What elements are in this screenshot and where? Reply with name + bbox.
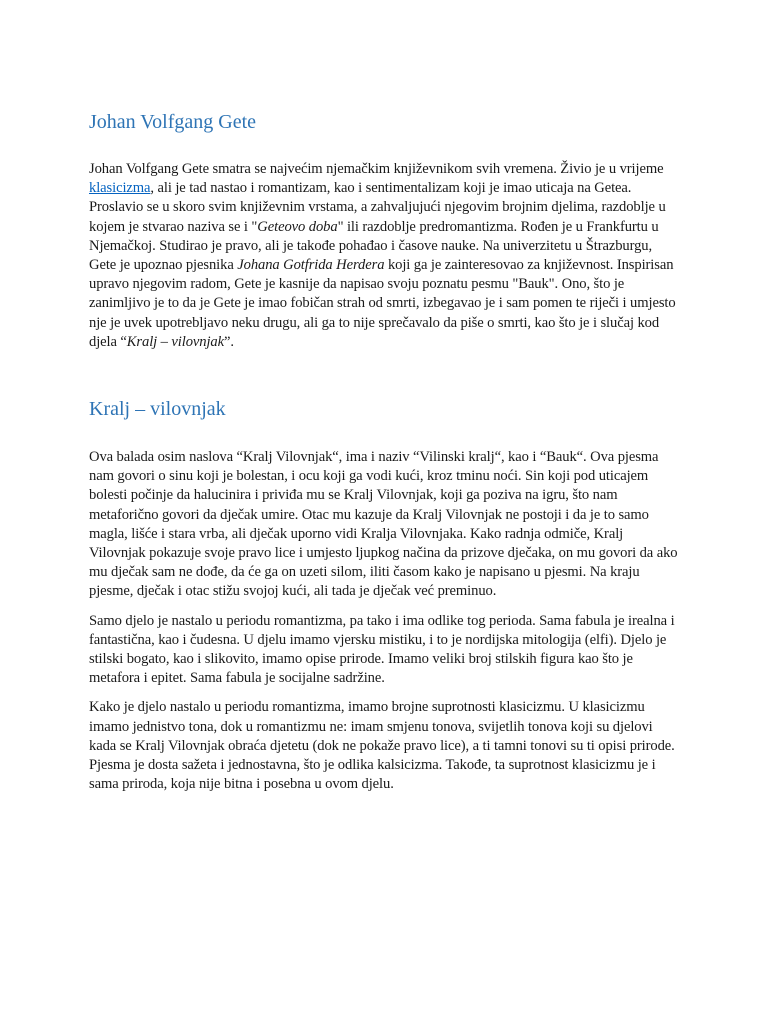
- intro-emphasis-2: Johana Gotfrida Herdera: [237, 257, 385, 274]
- intro-text-2: , ali je tad nastao i romantizam, kao i sentimentalizam koji je imao uticaja na Getea. Proslavio se u skoro svim književnim vrstama, a zahvaljujući njegovim brojnim djelima, razdoblje u kojem je stvarao naziva se i ": [89, 180, 666, 235]
- intro-text-1: Johan Volfgang Gete smatra se najvećim njemačkim književnikom svih vremena. Živio je u vrijeme: [89, 161, 664, 177]
- period-paragraph: Samo djelo je nastalo u periodu romantizma, pa tako i ima odlike tog perioda. Sama fabula je irealna i fantastična, kao i čudesna. U djelu imamo vjersku mistiku, i to je nordijska mitologija (elfi). Djelo je stilski bogato, kao i slikovito, imamo opise prirode. Imamo veliki broj stilskih figura kao što je metafora i epitet. Sama fabula je socijalne sadržine.: [89, 612, 675, 687]
- article-title: Johan Volfgang Gete: [89, 111, 257, 133]
- summary-paragraph: Ova balada osim naslova “Kralj Vilovnjak“, ima i naziv “Vilinski kralj“, kao i “Bauk“. Ova pjesma nam govori o sinu koji je bolestan, i ocu koji ga vodi kući, kroz tminu noći. Sin koji pod uticajem bolesti počinje da halucinira i priviđa mu se Kralj Vilovnjak, koji ga poziva na igru, što nam metaforično govori da dječak umire. Otac mu kazuje da Kralj Vilovnjak ne postoji i da je to samo magla, lišće i stara vrba, ali dječak uporno vidi Kralja Vilovnjaka. Kako radnja odmiče, Kralj Vilovnjak pokazuje svoje pravo lice i umjesto ljupkog načina da prizove dječaka, on mu govori da ako mu dječak sam ne dođe, da će ga on uzeti silom, iliti časom kako je napisano u pjesmi. Na kraju pjesme, dječak i otac stižu svojoj kući, ali tada je dječak već preminuo.: [89, 449, 678, 600]
- intro-emphasis-3: Kralj – vilovnjak: [126, 333, 224, 350]
- intro-text-5: ”.: [224, 333, 234, 350]
- klasicizam-link[interactable]: klasicizma: [89, 180, 151, 197]
- intro-emphasis-1: Geteovo doba: [257, 218, 338, 235]
- intro-paragraph: [89, 160, 679, 352]
- document-page: [89, 108, 679, 804]
- intro-text-4: koji ga je zainteresovao za književnost. Inspirisan upravo njegovim radom, Gete je kasnije da napisao svoju poznatu pesmu "Bauk". Ono, što je zanimljivo je to da je Gete je imao fobičan strah od smrti, izbegavao je i sam pomen te riječi i umjesto nje je uvek upotrebljavo neku drugu, ali ga to nije sprečavalo da piše o smrti, kao što je i slučaj kod djela “: [89, 257, 676, 350]
- section-title: Kralj – vilovnjak: [89, 398, 226, 421]
- intro-text-3: " ili razdoblje predromantizma. Rođen je u Frankfurtu u Njemačkoj. Studirao je pravo, ali je takođe pohađao i časove nauke. Na univerzitetu u Štrazburgu, Gete je upoznao pjesnika: [89, 218, 659, 274]
- contrast-paragraph: Kako je djelo nastalo u periodu romantizma, imamo brojne suprotnosti klasicizmu. U klasicizmu imamo jednistvo tona, dok u romantizmu ne: imam smjenu tonova, svijetlih tonova koji su djelovi kada se Kralj Vilovnjak obraća djetetu (dok ne pokaže pravo lice), a ti tamni tonovi su ti opisi prirode. Pjesma je dosta sažeta i jednostavna, što je odlika kalsicizma. Takođe, ta suprotnost klasicizmu je i sama priroda, koja nije bitna i posebna u ovom djelu.: [89, 699, 675, 793]
